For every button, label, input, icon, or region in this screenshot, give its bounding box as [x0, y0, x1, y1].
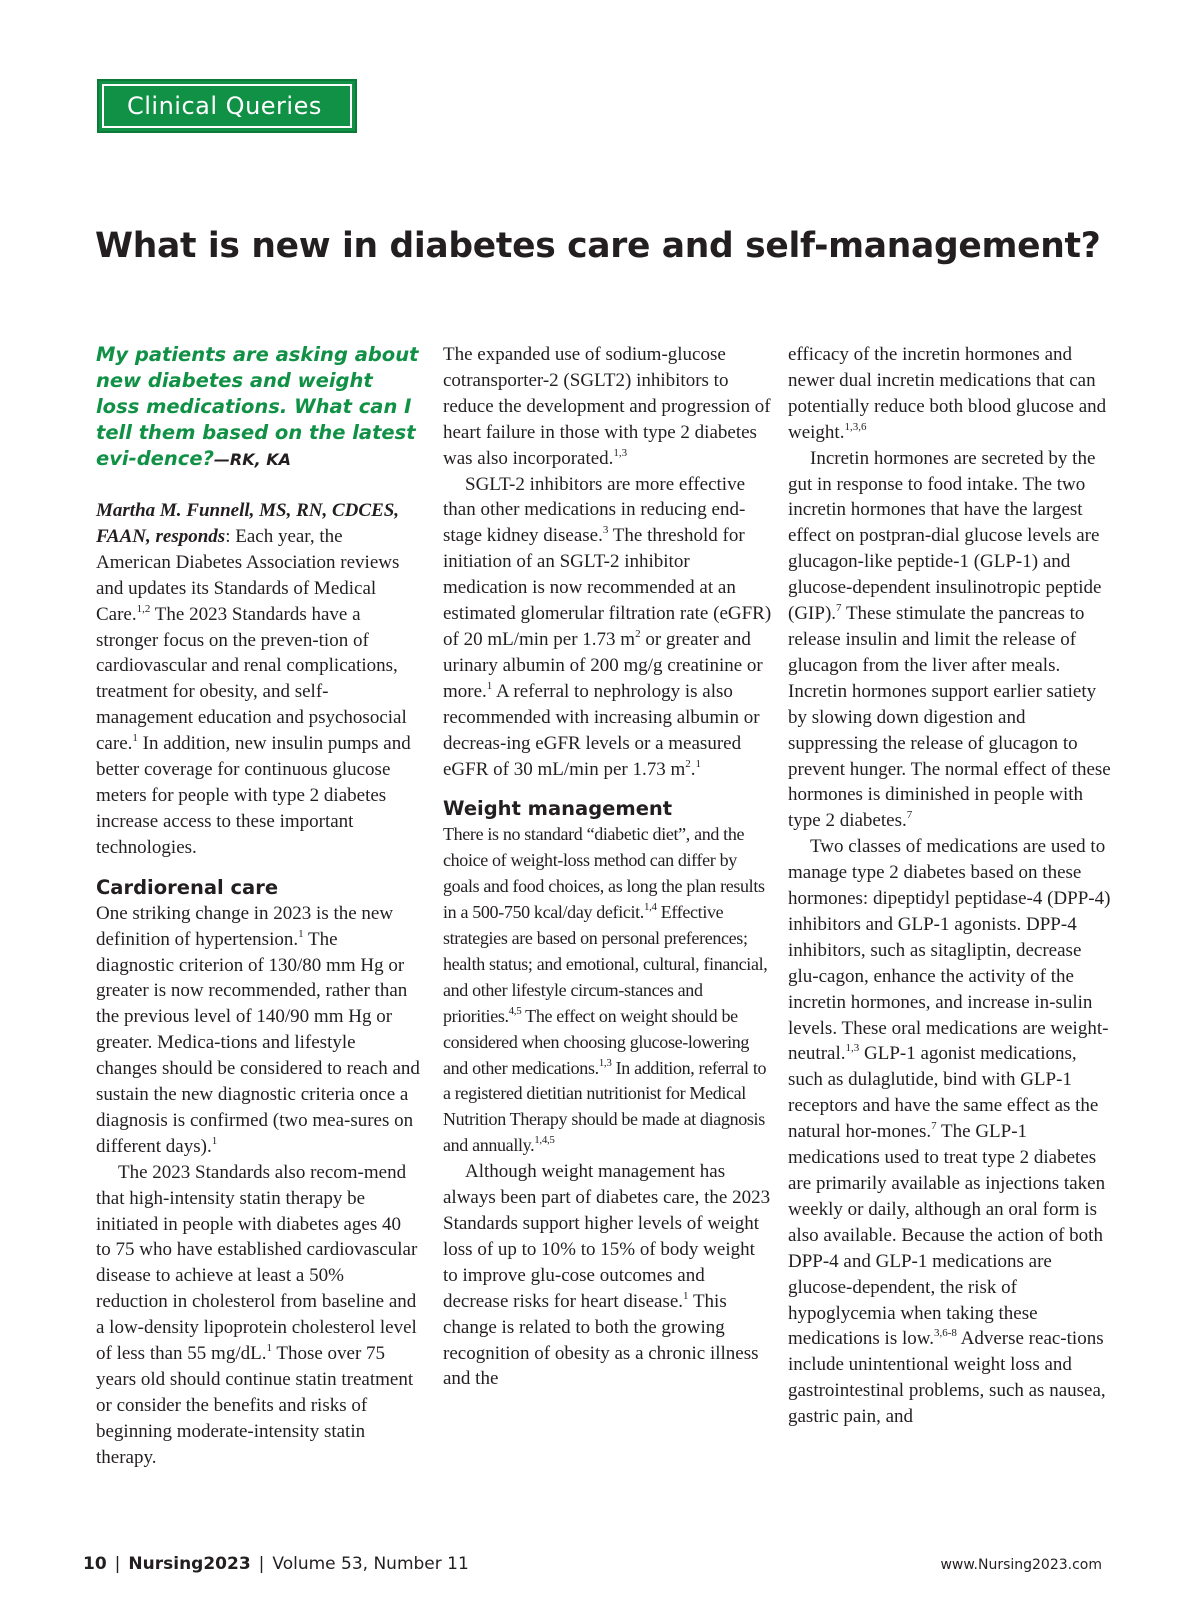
citation: 1,3 [598, 1056, 612, 1069]
paragraph-text: This change is related to both the growing recognition of obesity as a chronic illness and the [443, 1290, 759, 1390]
citation: 7 [906, 809, 913, 822]
citation: 4,5 [508, 1004, 522, 1017]
paragraph [96, 901, 420, 1160]
paragraph-text: One striking change in 2023 is the new definition of hypertension. [96, 902, 394, 950]
paragraph [96, 1160, 420, 1471]
footer-separator: | [114, 1554, 121, 1574]
citation: 7 [836, 602, 842, 615]
paragraph [443, 1159, 773, 1392]
section-badge [97, 79, 357, 133]
article-title: What is new in diabetes care and self-management? [95, 226, 1101, 266]
superscript: 2 [635, 627, 641, 640]
citation: 1,2 [136, 602, 151, 615]
paragraph [443, 472, 773, 783]
paragraph-text: Two classes of medications are used to manage type 2 diabetes based on these hormones: dipeptidyl peptidase-4 (DPP-4) inhibitors and GLP-1 agonists. DPP-4 inhibitors, such as sitagliptin, decrease glu-cagon, enhance the activity of the incretin hormones, and increase in-sulin levels. These oral medications are weight-neutral. [788, 836, 1111, 1065]
citation: 3 [602, 524, 609, 537]
citation: 1 [683, 1289, 689, 1302]
citation: 1,3 [845, 1042, 860, 1055]
paragraph [788, 834, 1113, 1430]
paragraph-text: The threshold for initiation of an SGLT-2 inhibitor medication is now recommended at an estimated glomerular filtration rate (eGFR) of 20 mL/min per 1.73 m [443, 525, 772, 650]
citation: 1 [695, 757, 701, 770]
paragraph-text: A referral to nephrology is also recommended with increasing albumin or decreas-ing eGFR levels or a measured eGFR of 30 mL/min per 1.73 m [443, 680, 760, 780]
paragraph-text: Adverse reac-tions include unintentional weight loss and gastrointestinal problems, such as nausea, gastric pain, and [788, 1328, 1106, 1428]
section-heading-cardiorenal: Cardiorenal care [96, 875, 279, 899]
section-badge-label: Clinical Queries [127, 92, 322, 120]
journal-name: Nursing2023 [128, 1554, 251, 1574]
citation: 1,3,6 [844, 420, 867, 433]
question-text: My patients are asking about new diabetes and weight loss medications. What can I tell them based on the latest evi-dence? [96, 343, 419, 470]
paragraph-text: GLP-1 agonist medications, such as dulaglutide, bind with GLP-1 receptors and have the same effect as the natural hor-mones. [788, 1043, 1099, 1143]
column-1 [96, 342, 420, 1471]
paragraph-text: Each year, the American Diabetes Association reviews and updates its Standards of Medical Care. [96, 525, 400, 625]
citation: 1,4,5 [534, 1134, 555, 1147]
respondent-colon: : [225, 525, 231, 547]
citation: 3,6-8 [934, 1327, 957, 1340]
respondent-name: Martha M. Funnell, MS, RN, CDCES, FAAN, responds [96, 500, 400, 547]
paragraph-text: or greater and urinary albumin of 200 mg/g creatinine or more. [443, 628, 763, 702]
paragraph [443, 342, 773, 472]
paragraph-text: Effective strategies are based on personal preferences; health status; and emotional, cultural, financial, and other lifestyle circum-stances and priorities. [443, 902, 768, 1026]
paragraph-text: Although weight management has always been part of diabetes care, the 2023 Standards support higher levels of weight loss of up to 10% to 15% of body weight to improve glu-cose outcomes and decrease risks for heart disease. [443, 1161, 771, 1312]
paragraph [788, 342, 1113, 446]
citation: 1 [211, 1134, 218, 1147]
footer-separator: | [258, 1554, 265, 1574]
paragraph-text: efficacy of the incretin hormones and newer dual incretin medications that can potentially reduce both blood glucose and weight. [788, 344, 1107, 443]
paragraph-text: The 2023 Standards have a stronger focus on the preven-tion of cardiovascular and renal complications, treatment for obesity, and self-management education and psychosocial care. [96, 603, 407, 755]
page-number: 10 [83, 1554, 107, 1574]
paragraph-text: The expanded use of sodium-glucose cotransporter-2 (SGLT2) inhibitors to reduce the development and progression of heart failure in those with type 2 diabetes was also incorporated. [443, 344, 771, 469]
paragraph-text: The effect on weight should be considered when choosing glucose-lowering and other medications. [443, 1005, 750, 1078]
paragraph-text: There is no standard “diabetic diet”, and the choice of weight-loss method can differ by goals and food choices, as long the plan results in a 500-750 kcal/day deficit. [443, 824, 765, 923]
reader-question [96, 342, 420, 473]
paragraph-text: In addition, referral to a registered dietitian nutritionist for Medical Nutrition Therapy should be made at diagnosis and annually. [443, 1057, 767, 1156]
paragraph-text: The diagnostic criterion of 130/80 mm Hg or greater is now recommended, rather than the previous level of 140/90 mm Hg or greater. Medica-tions and lifestyle changes should be considered to reach and sustain the new diagnostic criteria once a diagnosis is confirmed (two mea-sures on different days). [96, 928, 420, 1157]
paragraph-text: The 2023 Standards also recom-mend that high-intensity statin therapy be initiated in people with diabetes ages 40 to 75 who have established cardiovascular disease to achieve at least a 50% reduction in cholesterol from baseline and a low-density lipoprotein cholesterol level of less than 55 mg/dL. [96, 1161, 418, 1365]
question-initials: —RK, KA [213, 450, 292, 469]
citation: 1 [486, 679, 493, 692]
citation: 1,4 [643, 901, 657, 914]
column-2 [443, 342, 773, 1392]
paragraph [443, 822, 773, 1159]
paragraph [788, 446, 1113, 835]
journal-url: www.Nursing2023.com [940, 1557, 1102, 1573]
paragraph-text: The GLP-1 medications used to treat type 2 diabetes are primarily available as injections taken weekly or daily, although an oral form is also available. Because the action of both DPP-4 and GLP-1 medications are glucose-dependent, the risk of hypoglycemia when taking these medications is low. [788, 1121, 1106, 1350]
response-intro [96, 498, 420, 861]
citation: 1 [132, 732, 138, 745]
column-3 [788, 342, 1113, 1430]
citation: 1 [266, 1342, 272, 1355]
paragraph-text: In addition, new insulin pumps and better coverage for continuous glucose meters for people with type 2 diabetes increase access to these important technologies. [96, 733, 411, 858]
citation: 7 [931, 1120, 937, 1133]
paragraph-text: These stimulate the pancreas to release insulin and limit the release of glucagon from the liver after meals. Incretin hormones support earlier satiety by slowing down digestion and suppressing the release of glucagon to prevent hunger. The normal effect of these hormones is diminished in people with type 2 diabetes. [788, 603, 1111, 832]
paragraph-text: Those over 75 years old should continue statin treatment or consider the benefits and risks of beginning moderate-intensity statin therapy. [96, 1343, 414, 1468]
citation: 1 [298, 927, 304, 940]
citation: 1,3 [613, 446, 628, 459]
superscript: 2 [685, 757, 691, 770]
paragraph-text: . [690, 758, 696, 780]
paragraph-text: SGLT-2 inhibitors are more effective than other medications in reducing end-stage kidney disease. [443, 473, 746, 547]
volume-info: Volume 53, Number 11 [272, 1554, 469, 1574]
paragraph-text: Incretin hormones are secreted by the gut in response to food intake. The two incretin hormones that have the largest effect on postpran-dial glucose levels are glucagon-like peptide-1 (GLP-1) and glucose-dependent insulinotropic peptide (GIP). [788, 447, 1102, 625]
page-footer [83, 1554, 469, 1574]
section-heading-weight-management: Weight management [443, 797, 673, 821]
